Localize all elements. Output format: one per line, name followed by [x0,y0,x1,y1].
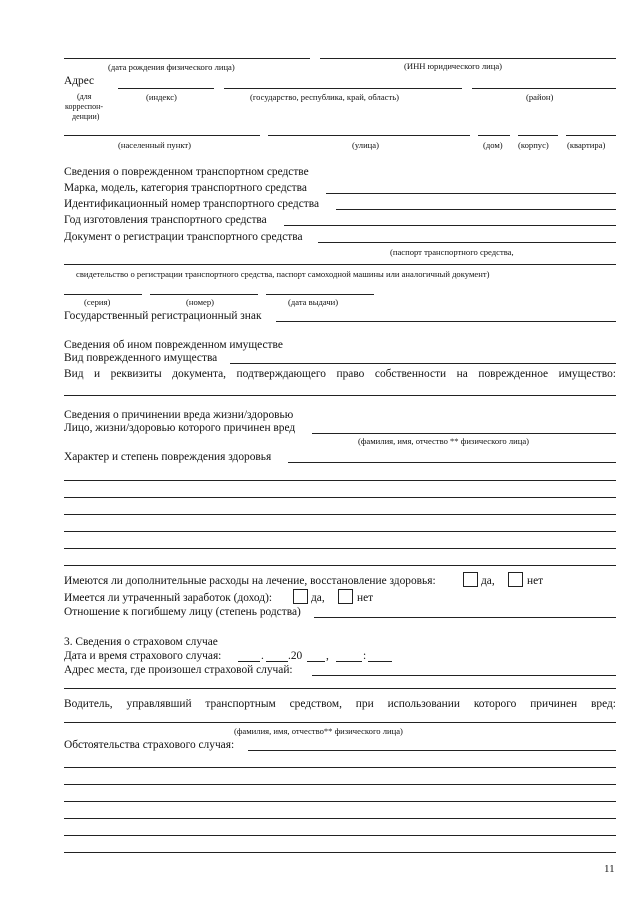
injury-line-1[interactable] [288,462,616,463]
datetime-sep-1: . [261,650,264,662]
locality-line[interactable] [64,135,260,136]
year-label: Год изготовления транспортного средства [64,214,267,226]
index-caption: (индекс) [146,92,177,102]
apartment-line[interactable] [566,135,616,136]
injury-line-7[interactable] [64,565,616,566]
number-caption: (номер) [186,297,215,307]
driver-label: Водитель, управлявший транспортным средством, при использовании которого причинен вред: [64,698,616,710]
property-heading: Сведения об ином поврежденном имуществе [64,339,283,351]
vehicle-heading: Сведения о поврежденном транспортном средстве [64,166,309,178]
datetime-sep-4: : [363,650,367,662]
address-label: Адрес [64,75,95,87]
month-line[interactable] [266,661,288,662]
injury-label: Характер и степень повреждения здоровья [64,451,272,463]
locality-caption: (населенный пункт) [118,140,192,150]
district-caption: (район) [526,92,554,102]
health-heading: Сведения о причинении вреда жизни/здоровью [64,409,294,421]
extra-costs-no-label: нет [527,575,544,587]
lost-income-no-label: нет [357,592,374,604]
lost-income-yes-checkbox[interactable] [293,589,308,604]
ownership-doc-line[interactable] [64,395,616,396]
property-type-label: Вид поврежденного имущества [64,352,218,364]
reg-doc-caption-2: свидетельство о регистрации транспортного средства, паспорт самоходной машины или аналогичный документ) [76,269,490,279]
series-line[interactable] [64,294,142,295]
relation-label: Отношение к погибшему лицу (степень родства) [64,606,301,618]
address-note-3: денции) [72,112,100,121]
issue-date-line[interactable] [266,294,374,295]
address-note-1: (для [77,92,92,101]
reg-doc-caption-1: (паспорт транспортного средства, [390,247,514,257]
circumstances-line-2[interactable] [64,767,616,768]
make-label: Марка, модель, категория транспортного средства [64,182,307,194]
address-note-2: корреспон- [65,102,104,111]
property-type-line[interactable] [230,363,616,364]
injured-person-line[interactable] [312,433,616,434]
place-line[interactable] [312,675,616,676]
hour-line[interactable] [336,661,362,662]
lost-income-no-checkbox[interactable] [338,589,353,604]
birth-date-line[interactable] [64,58,310,59]
make-line[interactable] [326,193,616,194]
circumstances-line-4[interactable] [64,801,616,802]
extra-costs-yes-label: да, [481,575,495,587]
region-line[interactable] [224,88,462,89]
street-caption: (улица) [352,140,379,150]
injury-line-6[interactable] [64,548,616,549]
inn-caption: (ИНН юридического лица) [404,61,503,71]
datetime-sep-3: , [326,650,329,662]
reg-doc-line[interactable] [318,242,616,243]
extra-costs-no-checkbox[interactable] [508,572,523,587]
circumstances-line-5[interactable] [64,818,616,819]
index-line[interactable] [118,88,214,89]
plate-label: Государственный регистрационный знак [64,310,262,322]
injured-person-caption: (фамилия, имя, отчество ** физического лица) [358,436,530,446]
house-line[interactable] [478,135,510,136]
lost-income-label: Имеется ли утраченный заработок (доход): [64,592,273,604]
plate-line[interactable] [276,321,616,322]
minute-line[interactable] [368,661,392,662]
page-number: 11 [604,863,615,875]
injury-line-3[interactable] [64,497,616,498]
circumstances-line-7[interactable] [64,852,616,853]
lost-income-yes-label: да, [311,592,325,604]
apartment-caption: (квартира) [567,140,606,150]
place-label: Адрес места, где произошел страховой случай: [64,664,293,676]
number-line[interactable] [150,294,258,295]
place-line-2[interactable] [64,688,616,689]
inn-line[interactable] [320,58,616,59]
driver-line[interactable] [64,722,616,723]
birth-date-caption: (дата рождения физического лица) [108,62,235,72]
relation-line[interactable] [314,617,616,618]
series-caption: (серия) [84,297,111,307]
region-caption: (государство, республика, край, область) [250,92,400,102]
injury-line-4[interactable] [64,514,616,515]
injury-line-5[interactable] [64,531,616,532]
circumstances-line-6[interactable] [64,835,616,836]
circumstances-label: Обстоятельства страхового случая: [64,739,235,751]
vin-line[interactable] [336,209,616,210]
datetime-label: Дата и время страхового случая: [64,650,222,662]
injury-line-2[interactable] [64,480,616,481]
street-line[interactable] [268,135,470,136]
event-heading: 3. Сведения о страховом случае [64,636,218,648]
building-caption: (корпус) [518,140,549,150]
year-line[interactable] [284,225,616,226]
extra-costs-label: Имеются ли дополнительные расходы на лечение, восстановление здоровья: [64,575,436,587]
house-caption: (дом) [483,140,503,150]
injured-person-label: Лицо, жизни/здоровью которого причинен вред [64,422,296,434]
day-line[interactable] [238,661,260,662]
vin-label: Идентификационный номер транспортного средства [64,198,320,210]
district-line[interactable] [472,88,616,89]
issue-date-caption: (дата выдачи) [288,297,339,307]
building-line[interactable] [518,135,558,136]
ownership-doc-label: Вид и реквизиты документа, подтверждающего право собственности на поврежденное имущество: [64,368,616,380]
reg-doc-label: Документ о регистрации транспортного средства [64,231,303,243]
year-line-event[interactable] [307,661,325,662]
circumstances-line-3[interactable] [64,784,616,785]
extra-costs-yes-checkbox[interactable] [463,572,478,587]
datetime-sep-2: .20 [288,650,303,662]
reg-doc-line-2[interactable] [64,264,616,265]
driver-caption: (фамилия, имя, отчество** физического лица) [234,726,403,736]
circumstances-line-1[interactable] [248,750,616,751]
